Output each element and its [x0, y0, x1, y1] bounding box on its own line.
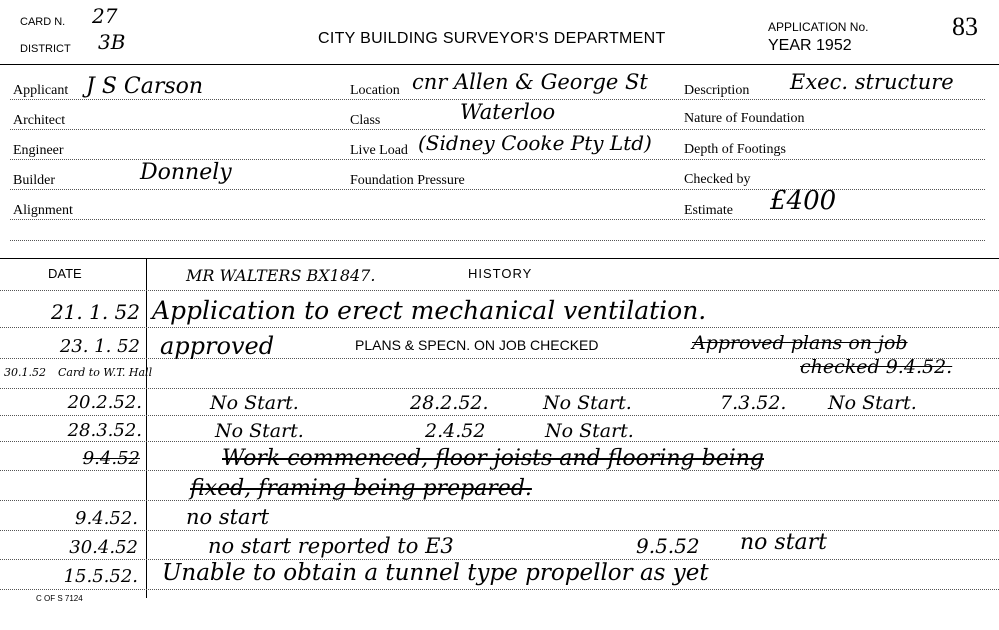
- history-line: [0, 530, 999, 531]
- entry-date: 9.4.52.: [75, 508, 138, 529]
- history-line: [0, 589, 999, 590]
- year-label: YEAR 1952: [768, 37, 852, 54]
- live-load-value: (Sidney Cooke Pty Ltd): [418, 131, 652, 155]
- history-top-rule: [0, 258, 999, 259]
- entry-text: Unable to obtain a tunnel type propellor as yet: [162, 560, 709, 586]
- depth-of-footings-label: Depth of Footings: [684, 142, 786, 157]
- district-label: DISTRICT: [20, 43, 71, 55]
- printed-stamp: PLANS & SPECN. ON JOB CHECKED: [355, 337, 599, 353]
- card-no-label: CARD N.: [20, 16, 66, 28]
- entry-extra: no start: [740, 530, 828, 555]
- applicant-value: J S Carson: [86, 74, 204, 99]
- field-line-5: [10, 219, 985, 220]
- builder-label: Builder: [13, 173, 55, 188]
- class-value: Waterloo: [460, 100, 556, 124]
- card-no-value: 27: [92, 4, 118, 28]
- architect-label: Architect: [13, 113, 66, 128]
- entry-text: No Start.: [210, 392, 299, 414]
- builder-value: Donnely: [140, 160, 232, 185]
- history-header-rule: [0, 290, 999, 291]
- date-header: DATE: [48, 266, 82, 281]
- entry-text-continued: fixed, framing being prepared.: [190, 476, 532, 501]
- entry-text: approved: [160, 332, 275, 360]
- history-line: [0, 388, 999, 389]
- description-value: Exec. structure: [790, 70, 954, 94]
- applicant-label: Applicant: [13, 83, 69, 98]
- field-line-6: [10, 240, 985, 241]
- entry-date: 28.3.52.: [67, 420, 142, 441]
- history-line: [0, 441, 999, 442]
- entry-text: Work commenced, floor joists and flooring being: [222, 446, 764, 471]
- checked-by-label: Checked by: [684, 172, 751, 187]
- class-label: Class: [350, 113, 381, 128]
- entry-date: 20.2.52.: [67, 392, 142, 413]
- form-code: C OF S 7124: [36, 594, 83, 603]
- header-rule: [0, 64, 999, 65]
- history-line: [0, 327, 999, 328]
- entry-extra: No Start.: [828, 392, 917, 414]
- date-column-divider: [146, 258, 147, 598]
- entry-text: no start: [186, 505, 270, 529]
- entry-date: 9.4.52: [82, 448, 140, 469]
- contact-note: MR WALTERS BX1847.: [186, 266, 376, 285]
- district-value: 3B: [98, 30, 126, 54]
- field-line-4: [10, 189, 985, 190]
- entry-text: no start reported to E3: [208, 534, 454, 558]
- history-header: HISTORY: [468, 266, 533, 281]
- estimate-value: £400: [770, 186, 837, 216]
- entry-extra: 7.3.52.: [720, 392, 787, 414]
- struck-note: Approved plans on job: [692, 332, 908, 354]
- entry-extra: No Start.: [545, 420, 634, 442]
- struck-checked: checked 9.4.52.: [800, 356, 953, 378]
- alignment-label: Alignment: [13, 203, 73, 218]
- location-label: Location: [350, 83, 400, 98]
- history-line: [0, 415, 999, 416]
- entry-date: 30.4.52: [69, 537, 138, 558]
- department-title: CITY BUILDING SURVEYOR'S DEPARTMENT: [318, 30, 666, 47]
- entry-date: 21. 1. 52: [50, 300, 140, 324]
- entry-extra: 2.4.52: [425, 420, 486, 442]
- description-label: Description: [684, 83, 750, 98]
- entry-text: Card to W.T. Hall: [58, 366, 153, 379]
- engineer-label: Engineer: [13, 143, 64, 158]
- location-value: cnr Allen & George St: [412, 70, 648, 94]
- entry-extra: 9.5.52: [636, 534, 700, 558]
- entry-extra: No Start.: [543, 392, 632, 414]
- entry-text: Application to erect mechanical ventilation.: [152, 296, 707, 325]
- entry-date: 23. 1. 52: [59, 336, 140, 357]
- live-load-label: Live Load: [350, 143, 408, 158]
- entry-text: No Start.: [215, 420, 304, 442]
- application-number: 83: [952, 12, 978, 41]
- field-line-2: [10, 129, 985, 130]
- nature-of-foundation-label: Nature of Foundation: [684, 111, 805, 126]
- entry-extra: 28.2.52.: [410, 392, 489, 414]
- estimate-label: Estimate: [684, 203, 733, 218]
- foundation-pressure-label: Foundation Pressure: [350, 173, 465, 188]
- entry-date: 15.5.52.: [63, 566, 138, 587]
- entry-date: 30.1.52: [4, 366, 46, 379]
- application-label: APPLICATION No.: [768, 20, 869, 34]
